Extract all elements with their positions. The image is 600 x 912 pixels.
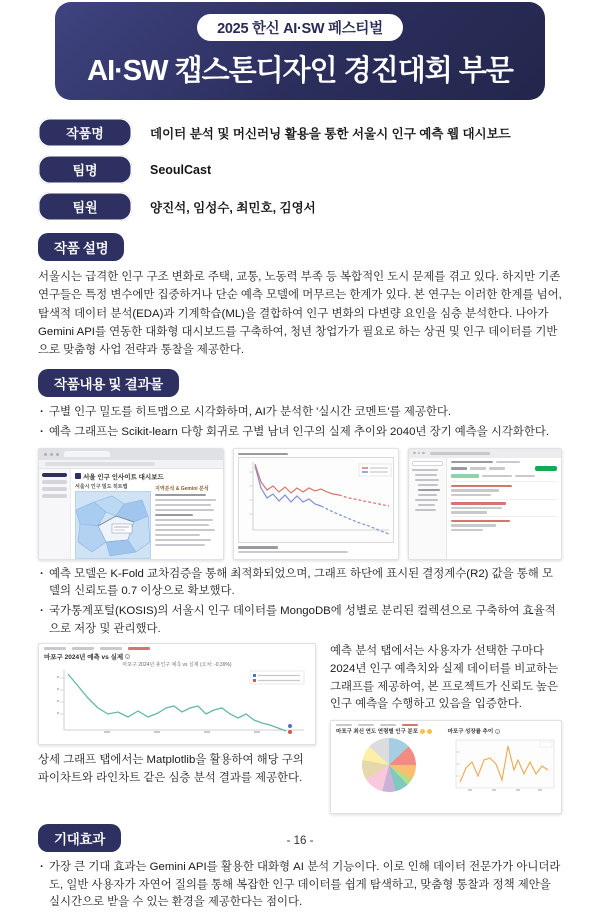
mongodb-body	[409, 458, 561, 559]
text-line	[155, 514, 193, 517]
tab-line	[380, 724, 396, 727]
tab-line	[358, 724, 374, 727]
info-icon: i	[127, 654, 129, 660]
festival-badge: 2025 한신 AI·SW 페스티벌	[197, 14, 403, 41]
document-page	[0, 2, 600, 909]
info-fields	[38, 118, 562, 221]
document-row	[451, 499, 557, 517]
mongodb-main	[447, 458, 561, 559]
age-distribution-pie-chart	[362, 738, 416, 792]
query-chip	[451, 474, 479, 478]
results-bullet-list-2	[38, 566, 562, 639]
tab-line	[44, 647, 66, 650]
results-bullet-3: · 예측 모델은 K-Fold 교차검증을 통해 최적화되었으며, 그래프 하단에 표시된 결정계수(R2) 값을 통해 모델의 신뢰도를 0.7 이상으로 확보했다.	[38, 566, 562, 601]
tree-item	[418, 504, 435, 507]
description-paragraph: 서울시는 급격한 인구 구조 변화로 주택, 교통, 노동력 부족 등 복합적인 도시 문제를 겪고 있다. 하지만 기존 연구들은 특정 변수에만 집중하거나 단순 예측 모델에 머무르는 한계가 있다. 본 연구는 이러한 한계를 넘어, 탐색적 데이터 분석(EDA)과 기계학습(ML)을 결합하여 인구 변화의 다변량 요인을 심층 분석한다. 나아가 Gemini API를 연동한 대화형 대시보드를 구축하여, 청년 창업가가 필요로 하는 상권 및 인구 데이터를 기반으로 맞춤형 사업 전략과 통찰을 제공한다.	[38, 271, 562, 356]
window-dot-icon	[422, 452, 425, 455]
dashboard-tabs-row	[336, 724, 556, 727]
breadcrumb-line	[451, 461, 493, 464]
tree-item-selected	[418, 489, 440, 492]
ai-panel-text-lines	[155, 494, 219, 547]
dashboard-title	[75, 472, 219, 481]
text-line	[238, 551, 348, 554]
window-dot-icon	[413, 452, 416, 455]
document-row	[451, 516, 557, 534]
sidebar-search-input	[412, 461, 443, 466]
forecast-chart-frame	[238, 457, 394, 543]
prediction-chart-label	[44, 652, 310, 661]
r2-caption-lines	[238, 546, 394, 553]
mongodb-titlebar	[409, 449, 561, 458]
query-bar-row	[451, 474, 557, 478]
section-heading-results: 작품내용 및 결과물	[38, 369, 179, 397]
document-row	[451, 481, 557, 499]
ai-panel-label: 지역분석 & Gemini 분석	[155, 485, 209, 492]
url-field	[45, 462, 155, 466]
prediction-chart-label-text: 마포구 2024년 예측 vs 실제	[44, 653, 124, 661]
window-dot-icon	[56, 453, 59, 456]
tab-line-active	[128, 647, 150, 650]
tab-line	[489, 467, 505, 470]
heatmap-label: 서울시 인구 밀도 히트맵	[75, 483, 128, 490]
window-dot-icon	[50, 453, 53, 456]
pie-chart-title-text: 마포구 최신 연도 연령별 인구 분포	[336, 729, 419, 736]
doc-value-line	[451, 494, 491, 497]
text-line	[155, 519, 213, 522]
query-line	[515, 475, 535, 478]
growth-rate-panel	[448, 727, 556, 796]
doc-key-line	[451, 485, 512, 488]
text-line	[155, 494, 206, 497]
page-number: - 16 -	[286, 835, 314, 847]
detail-charts-screenshot	[330, 720, 562, 814]
doc-value-line	[451, 511, 487, 514]
doc-key-line	[451, 502, 506, 505]
doc-key-line	[451, 520, 510, 523]
doc-value-line	[451, 507, 502, 510]
text-line	[155, 499, 216, 502]
forecast-chart	[239, 458, 395, 542]
tab-line	[470, 467, 486, 470]
mongodb-sidebar	[409, 458, 447, 559]
text-line	[155, 509, 214, 512]
population-forecast-screenshot	[233, 448, 399, 560]
dashboard-body	[39, 469, 223, 559]
tab-line	[336, 724, 352, 727]
field-value-title: 데이터 분석 및 머신러닝 활용을 통한 서울시 인구 예측 웹 대시보드	[150, 126, 511, 141]
section-heading-description: 작품 설명	[38, 233, 124, 261]
effects-bullet-list	[38, 859, 562, 912]
dashboard-sidebar	[39, 469, 71, 559]
chart-title-line	[238, 453, 288, 456]
field-value-team-name: SeoulCast	[150, 162, 212, 177]
field-value-members: 양진석, 임성수, 최민호, 김영서	[150, 200, 316, 215]
browser-urlbar	[39, 460, 223, 469]
text-line	[238, 546, 278, 549]
sidebar-item	[42, 480, 67, 484]
breadcrumb-line	[496, 461, 520, 464]
prediction-vs-actual-screenshot	[38, 643, 316, 745]
two-column-block	[38, 643, 562, 814]
text-line	[155, 534, 200, 537]
dashboard-screenshot	[38, 448, 224, 560]
dashboard-logo-icon	[75, 473, 81, 479]
info-icon: i	[497, 729, 499, 735]
pie-chart-title	[336, 727, 442, 735]
results-bullet-2: · 예측 그래프는 Scikit-learn 다항 회귀로 구별 남녀 인구의 실제 추이와 2040년 장기 예측을 시각화한다.	[38, 424, 562, 442]
age-distribution-panel	[336, 727, 442, 796]
content-area	[0, 118, 600, 912]
tab-line	[100, 647, 122, 650]
field-badge-title: 작품명	[38, 118, 132, 147]
mongodb-screenshot	[408, 448, 562, 560]
line-chart-title	[448, 727, 556, 735]
prediction-chart-title: 마포구 2024년 총인구 예측 vs 실제 (오차: -0.39%)	[122, 661, 232, 668]
dashboard-title-text: 서울 인구 인사이트 대시보드	[83, 473, 164, 481]
left-column	[38, 643, 316, 814]
text-line	[155, 539, 211, 542]
prediction-tab-paragraph: 예측 분석 탭에서는 사용자가 선택한 구마다 2024년 인구 예측치와 실제 데이터를 비교하는 그래프를 제공하여, 본 프로젝트가 신뢰도 높은 인구 예측을 수행하고 있음을 입증한다.	[330, 645, 559, 711]
query-line	[482, 475, 512, 478]
window-dot-icon	[44, 453, 47, 456]
dashboard-columns	[75, 483, 219, 559]
collections-tree	[412, 469, 443, 512]
sidebar-item	[42, 494, 67, 498]
heatmap-column	[75, 483, 151, 559]
tree-item	[412, 469, 438, 472]
tree-item	[418, 494, 437, 497]
emoji-icon	[420, 729, 425, 734]
add-data-button	[535, 466, 557, 471]
results-bullet-4: · 국가통계포털(KOSIS)의 서울시 인구 데이터를 MongoDB에 성별로 분리된 컬렉션으로 구축하여 효율적으로 저장 및 관리했다.	[38, 603, 562, 638]
tree-item	[415, 474, 437, 477]
header-banner	[55, 2, 545, 100]
sidebar-item	[42, 473, 67, 477]
info-row-team-name	[38, 155, 562, 184]
growth-rate-line-chart	[448, 738, 556, 796]
window-dot-icon	[418, 452, 421, 455]
section-heading-effects: 기대효과	[38, 824, 121, 852]
tab-line-active	[402, 724, 418, 727]
field-badge-members: 팀원	[38, 192, 132, 221]
window-title-line	[430, 452, 490, 455]
screenshot-row	[38, 448, 562, 560]
breadcrumb-row	[451, 461, 557, 464]
info-row-title	[38, 118, 562, 147]
dashboard-main	[71, 469, 223, 559]
doc-value-line	[451, 524, 496, 527]
heatmap-polygons	[76, 492, 150, 558]
tree-item	[418, 484, 438, 487]
results-bullet-1: · 구별 인구 밀도를 히트맵으로 시각화하며, AI가 분석한 '실시간 코멘트'를 제공한다.	[38, 404, 562, 422]
text-line	[155, 524, 209, 527]
tree-item	[415, 509, 436, 512]
text-line	[155, 529, 215, 532]
tab-line	[72, 647, 94, 650]
browser-chrome	[39, 449, 223, 460]
results-bullet-list	[38, 404, 562, 441]
ai-comment-panel	[155, 483, 219, 559]
right-column	[330, 643, 562, 814]
emoji-icon	[427, 729, 432, 734]
sidebar-item	[42, 487, 67, 491]
tabs-row	[451, 466, 557, 471]
tree-item	[415, 479, 439, 482]
doc-value-line	[451, 489, 499, 492]
dashboard-tabs-row	[44, 647, 310, 650]
detail-tab-caption: 상세 그래프 탭에서는 Matplotlib을 활용하여 해당 구의 파이차트와 라인차트 같은 심층 분석 결과를 제공한다.	[38, 754, 304, 784]
text-line	[155, 504, 211, 507]
prediction-chart	[44, 668, 310, 740]
line-chart-title-text: 마포구 성장률 추이	[447, 729, 494, 736]
page-title: AI·SW 캡스톤디자인 경진대회 부문	[87, 54, 513, 87]
info-row-members	[38, 192, 562, 221]
text-line	[155, 544, 205, 547]
doc-value-line	[451, 529, 483, 532]
field-badge-team-name: 팀명	[38, 155, 132, 184]
tree-item	[415, 499, 438, 502]
effects-bullet-1: · 가장 큰 기대 효과는 Gemini API를 활용한 대화형 AI 분석 기능이다. 이로 인해 데이터 전문가가 아니더라도, 일반 사용자가 자연어 질의를 통해 복잡한 인구 데이터를 쉽게 탐색하고, 맞춤형 통찰과 정책 제안을 실시간으로 받을 수 있는 환경을 제공한다는 점이다.	[38, 859, 562, 912]
seoul-heatmap	[75, 491, 151, 559]
tab-line	[451, 467, 467, 470]
detail-charts-body	[336, 727, 556, 796]
browser-tab	[64, 451, 110, 457]
